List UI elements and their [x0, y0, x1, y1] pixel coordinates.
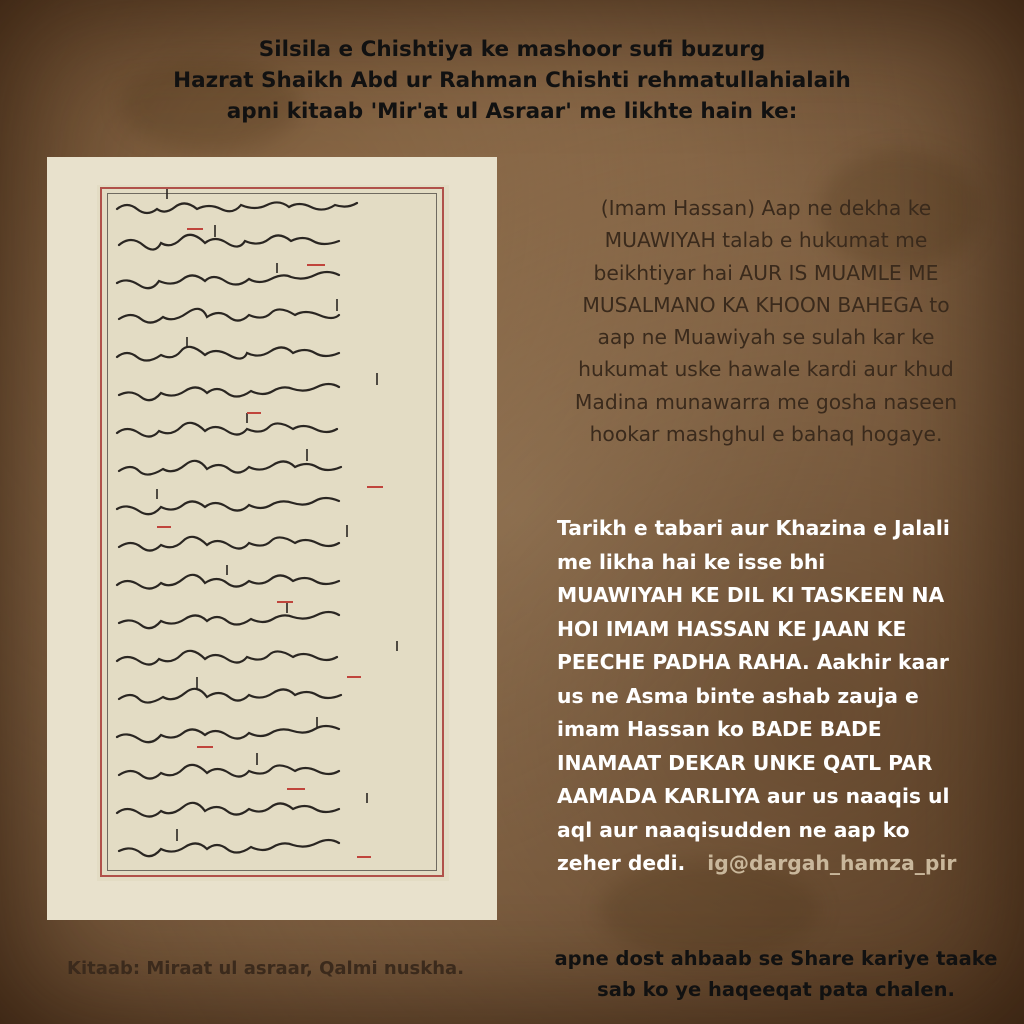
manuscript-caption: Kitaab: Miraat ul asraar, Qalmi nuskha. — [67, 958, 465, 979]
paragraph-1-line: MUSALMANO KA KHOON BAHEGA to — [582, 292, 950, 317]
paragraph-2 — [557, 512, 1017, 881]
heading-line-3: apni kitaab 'Mir'at ul Asraar' me likhte hain ke: — [226, 99, 798, 124]
paragraph-2-line: PEECHE PADHA RAHA. Aakhir kaar — [557, 650, 949, 674]
paragraph-2-line: me likha hai ke isse bhi — [557, 549, 826, 574]
paragraph-1 — [522, 192, 1010, 450]
heading-line-1: Silsila e Chishtiya ke mashoor sufi buzurg — [258, 37, 766, 62]
watermark: ig@dargah_hamza_pir — [707, 851, 957, 875]
paragraph-1-line: beikhtiyar hai AUR IS MUAMLE ME — [593, 260, 939, 285]
paragraph-1-line: Madina munawarra me gosha naseen — [574, 389, 958, 414]
paragraph-2-line: MUAWIYAH KE DIL KI TASKEEN NA — [557, 583, 945, 607]
manuscript-image — [47, 157, 497, 920]
share-line-2: sab ko ye haqeeqat pata chalen. — [597, 978, 955, 1001]
paragraph-1-line: hookar mashghul e bahaq hogaye. — [589, 422, 943, 447]
paragraph-2-last-line — [557, 847, 1017, 881]
heading-line-2: Hazrat Shaikh Abd ur Rahman Chishti rehmatullahialaih — [173, 68, 851, 93]
paragraph-1-line: hukumat uske hawale kardi aur khud — [578, 357, 954, 382]
paragraph-1-line: MUAWIYAH talab e hukumat me — [604, 228, 928, 253]
paragraph-1-line: (Imam Hassan) Aap ne dekha ke — [600, 196, 932, 220]
paragraph-1-line: aap ne Muawiyah se sulah kar ke — [597, 325, 935, 350]
paragraph-2-line: HOI IMAM HASSAN KE JAAN KE — [557, 616, 907, 641]
share-message — [520, 943, 1024, 1005]
paragraph-2-line: INAMAAT DEKAR UNKE QATL PAR — [557, 750, 933, 775]
paragraph-2-line: zeher dedi. — [557, 851, 686, 875]
paragraph-2-line: AAMADA KARLIYA aur us naaqis ul — [557, 784, 950, 808]
manuscript-handwriting — [47, 157, 497, 920]
share-line-1: apne dost ahbaab se Share kariye taake — [554, 947, 998, 970]
paragraph-2-line: Tarikh e tabari aur Khazina e Jalali — [557, 516, 950, 540]
paragraph-2-line: aql aur naaqisudden ne aap ko — [557, 817, 910, 842]
paragraph-2-line: us ne Asma binte ashab zauja e — [557, 683, 919, 708]
heading — [0, 34, 1024, 127]
paragraph-2-line: imam Hassan ko BADE BADE — [557, 717, 882, 741]
